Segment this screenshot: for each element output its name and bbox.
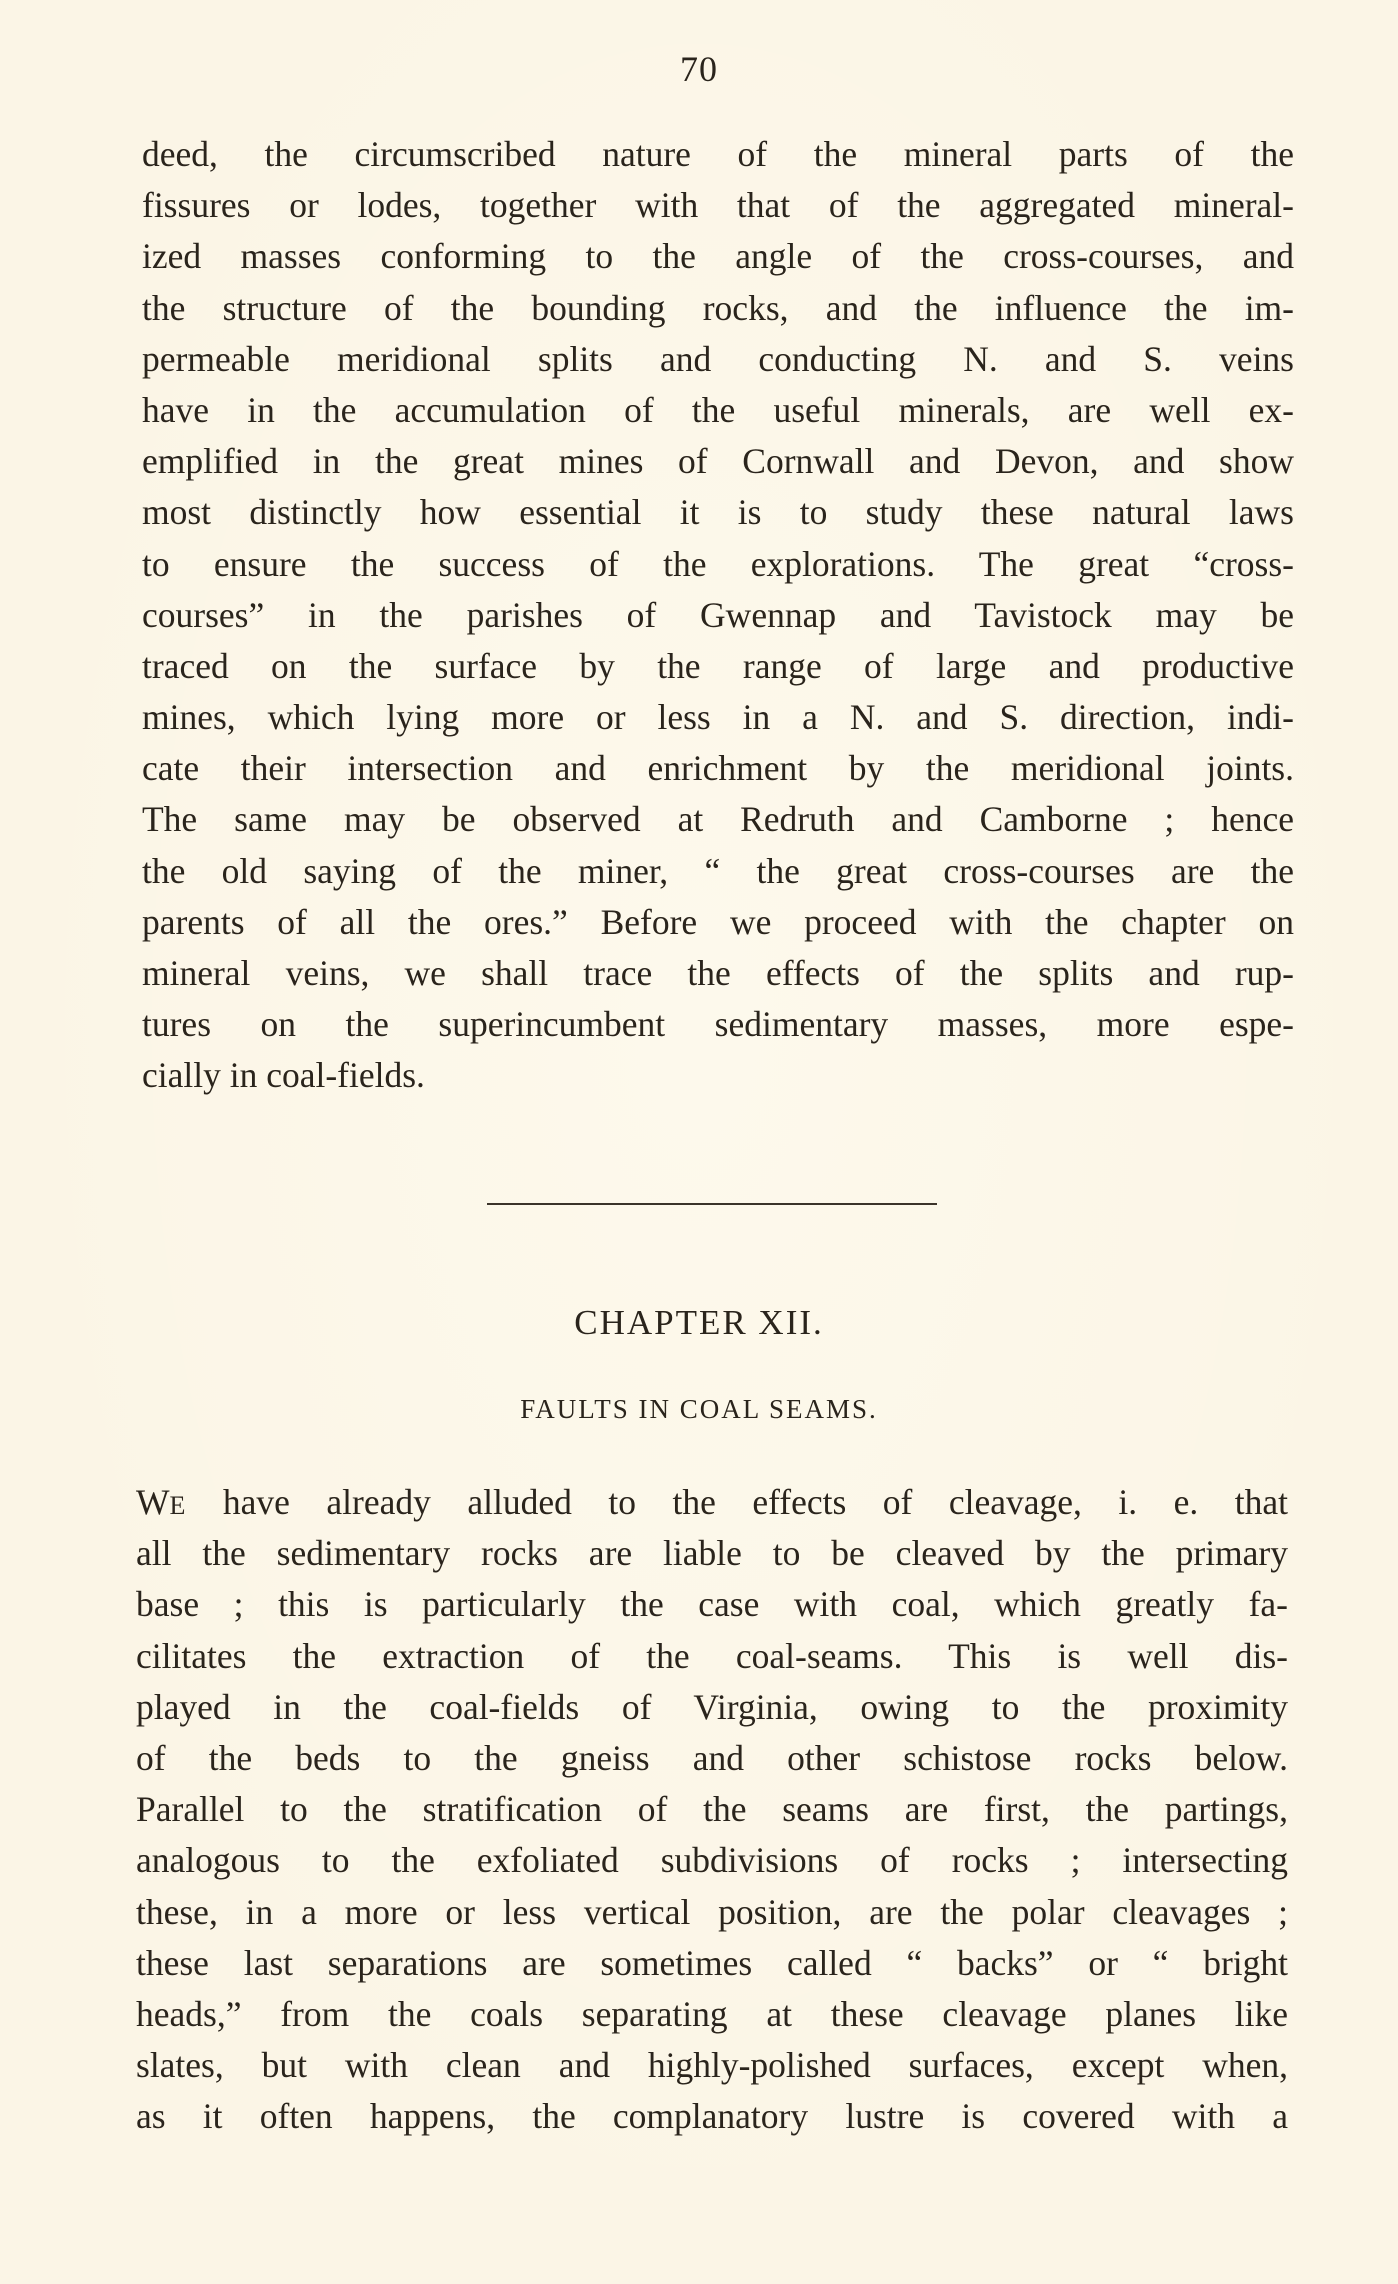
- drop-initial: W: [136, 1482, 170, 1522]
- text-line: cially in coal-fields.: [142, 1055, 425, 1096]
- text-line: tures on the superincumbent sedimentary masses, more espe-: [142, 1004, 1294, 1045]
- text-line: slates, but with clean and highly-polished surfaces, except when,: [136, 2045, 1288, 2086]
- body-paragraph-2: [136, 1477, 1288, 2142]
- text-line: permeable meridional splits and conducting N. and S. veins: [142, 338, 1294, 379]
- text-line: cilitates the extraction of the coal-seams. This is well dis-: [136, 1635, 1288, 1676]
- page-number: 70: [680, 49, 718, 89]
- text-line: of the beds to the gneiss and other schistose rocks below.: [136, 1737, 1288, 1778]
- text-line: all the sedimentary rocks are liable to be cleaved by the primary: [136, 1533, 1288, 1574]
- text-line: ized masses conforming to the angle of the cross-courses, and: [142, 236, 1294, 277]
- body-paragraph-1: [142, 129, 1294, 1102]
- text-line: most distinctly how essential it is to study these natural laws: [142, 492, 1294, 533]
- text-line: emplified in the great mines of Cornwall and Devon, and show: [142, 441, 1294, 482]
- text-line: fissures or lodes, together with that of the aggregated mineral-: [142, 185, 1294, 226]
- text-line: as it often happens, the complanatory lustre is covered with a: [136, 2096, 1288, 2137]
- small-caps: E: [169, 1491, 187, 1520]
- chapter-subtitle: FAULTS IN COAL SEAMS.: [520, 1394, 878, 1424]
- text-line: The same may be observed at Redruth and Camborne ; hence: [142, 799, 1294, 840]
- first-line-text: have already alluded to the effects of cleavage, i. e. that: [186, 1482, 1288, 1522]
- text-line: these last separations are sometimes called “ backs” or “ bright: [136, 1942, 1288, 1983]
- text-line: mineral veins, we shall trace the effects of the splits and rup-: [142, 953, 1294, 993]
- text-line: heads,” from the coals separating at these cleavage planes like: [136, 1993, 1288, 2034]
- text-line: base ; this is particularly the case with coal, which greatly fa-: [136, 1584, 1288, 1625]
- text-line: courses” in the parishes of Gwennap and Tavistock may be: [142, 594, 1294, 635]
- text-line: the old saying of the miner, “ the great cross-courses are the: [142, 850, 1294, 891]
- text-line: have in the accumulation of the useful minerals, are well ex-: [142, 389, 1294, 430]
- text-line: cate their intersection and enrichment by the meridional joints.: [142, 748, 1294, 789]
- text-line: analogous to the exfoliated subdivisions of rocks ; intersecting: [136, 1840, 1288, 1881]
- text-line: to ensure the success of the explorations. The great “cross-: [142, 543, 1294, 584]
- chapter-title: CHAPTER XII.: [574, 1303, 824, 1342]
- text-line: [136, 1477, 1288, 1528]
- text-line: these, in a more or less vertical position, are the polar cleavages ;: [136, 1891, 1288, 1932]
- text-line: traced on the surface by the range of large and productive: [142, 645, 1294, 686]
- text-line: parents of all the ores.” Before we proceed with the chapter on: [142, 901, 1294, 942]
- text-line: deed, the circumscribed nature of the mineral parts of the: [142, 134, 1294, 174]
- text-line: played in the coal-fields of Virginia, owing to the proximity: [136, 1686, 1288, 1727]
- text-line: the structure of the bounding rocks, and the influence the im-: [142, 287, 1294, 328]
- text-line: Parallel to the stratification of the seams are first, the partings,: [136, 1789, 1288, 1830]
- section-divider: [487, 1203, 937, 1205]
- text-line: mines, which lying more or less in a N. and S. direction, indi-: [142, 697, 1294, 738]
